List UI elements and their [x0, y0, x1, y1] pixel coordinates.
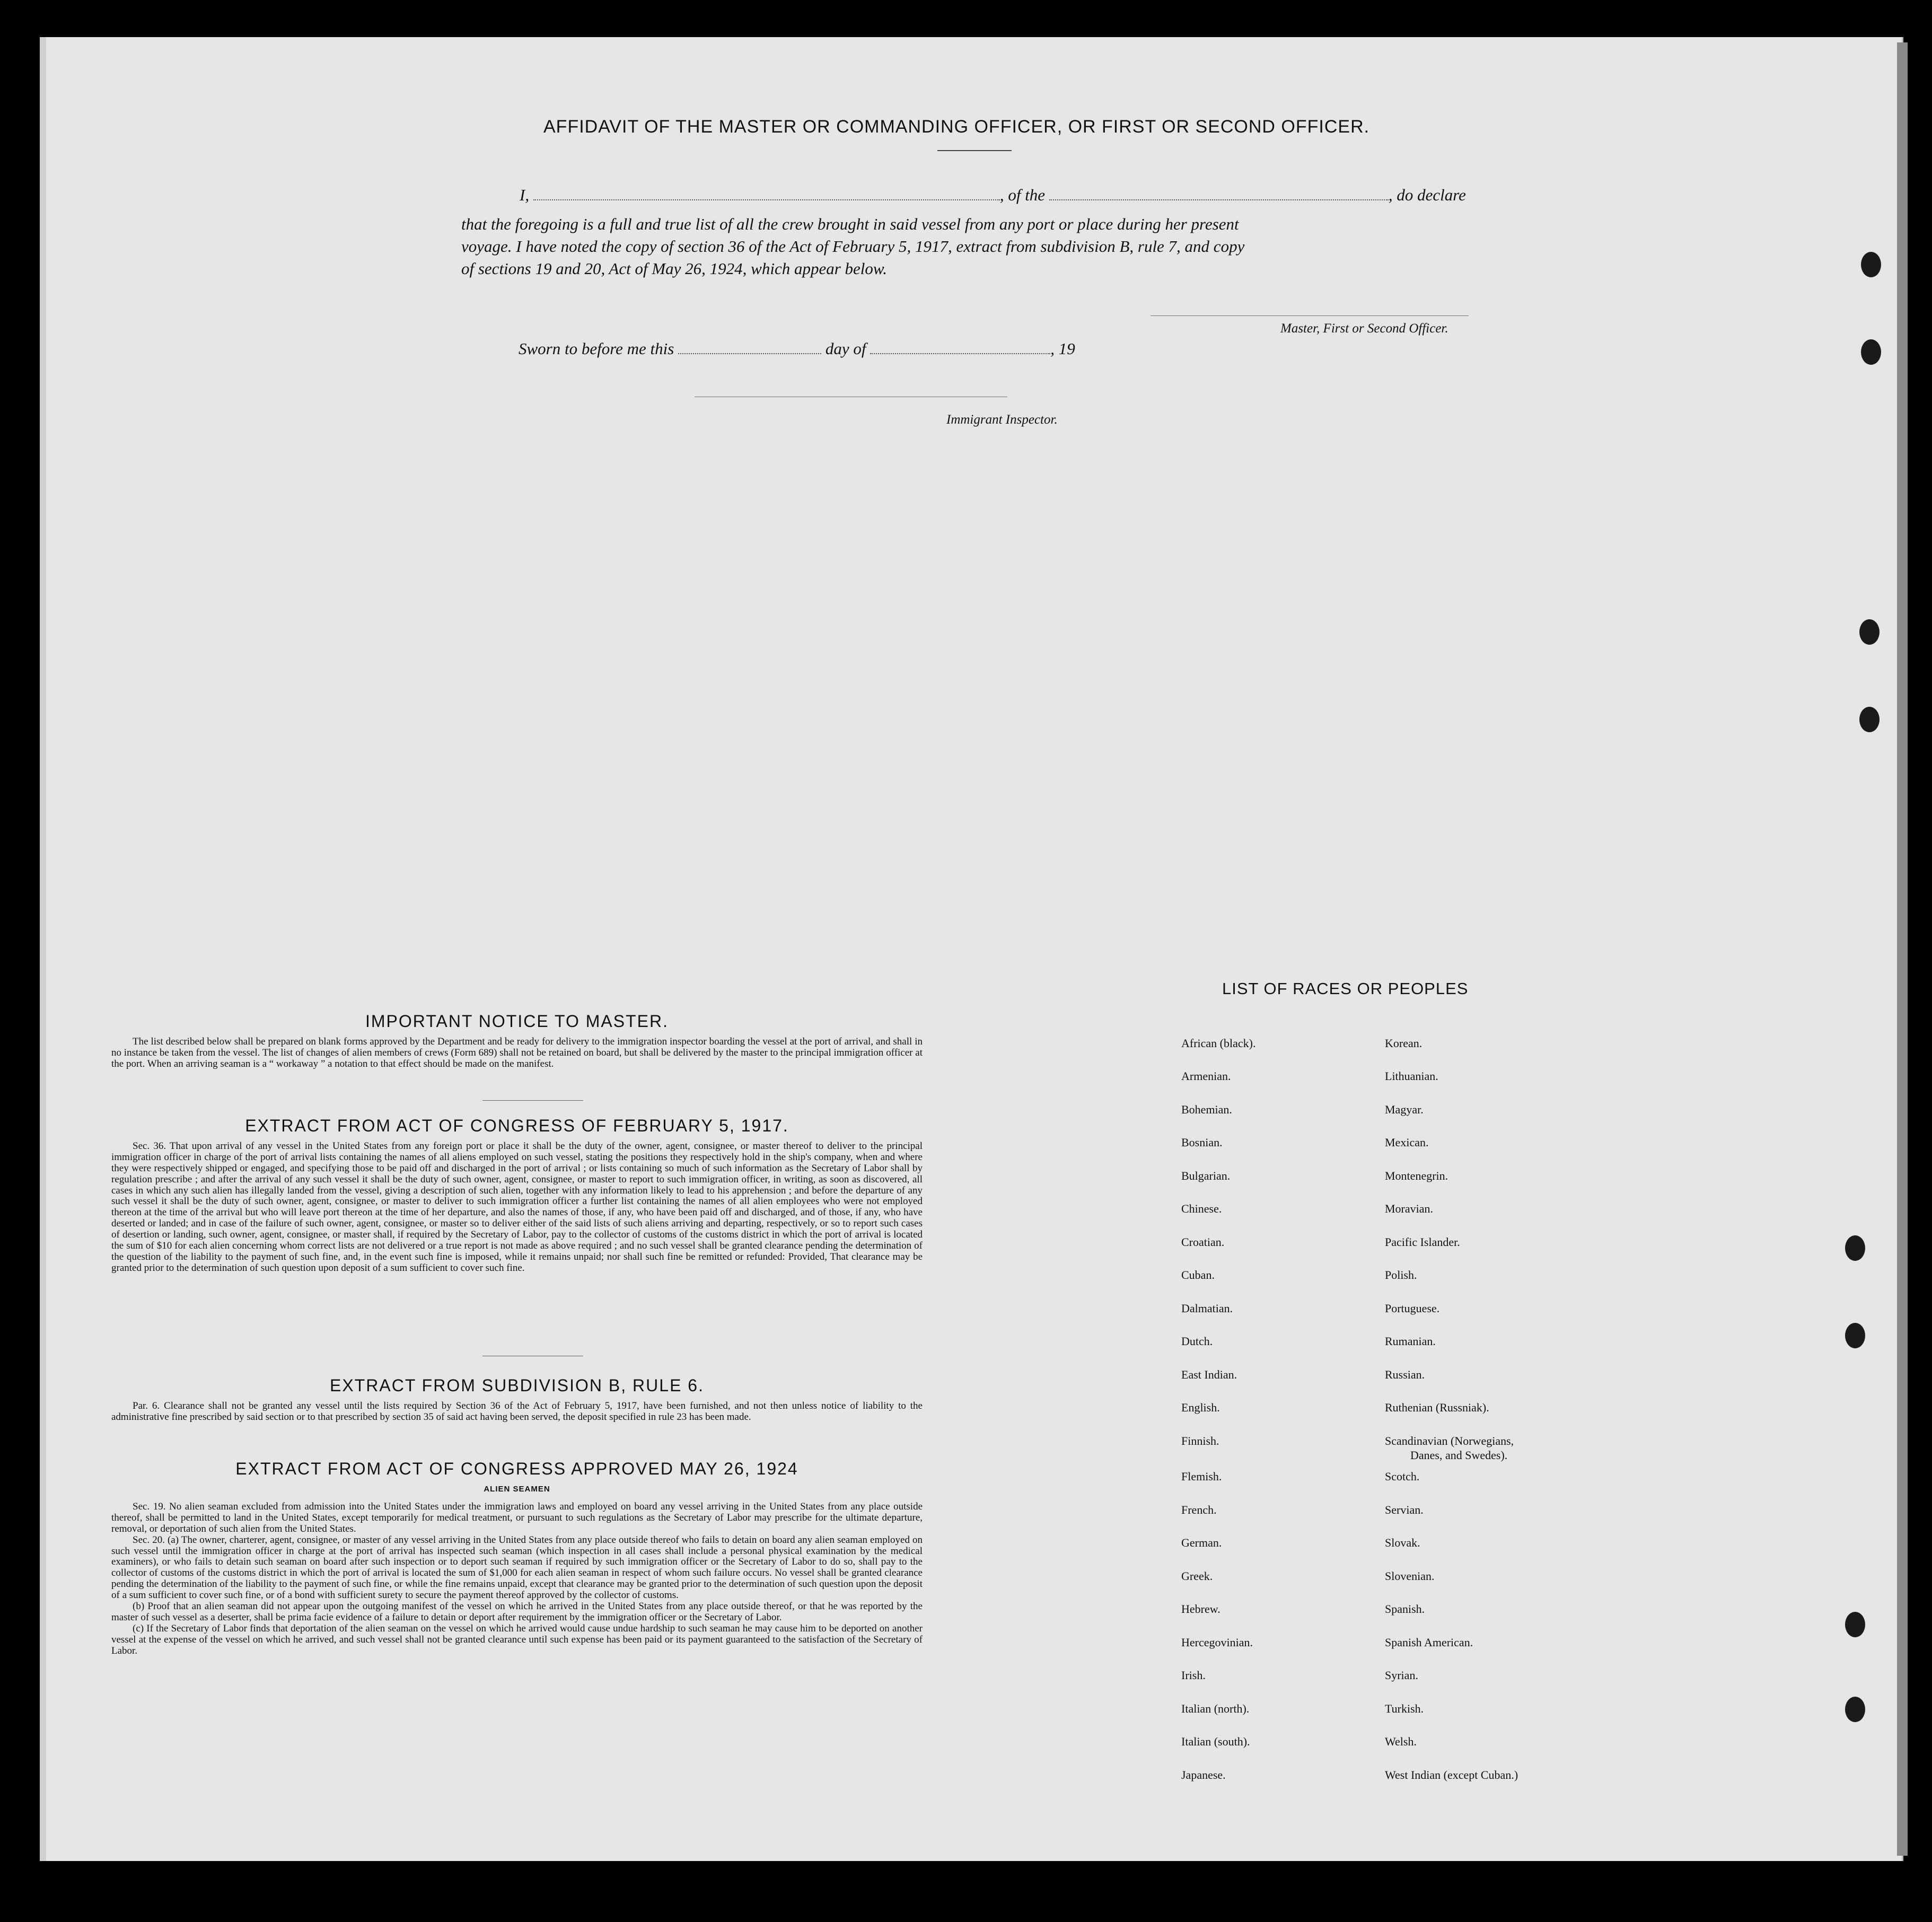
race-item: West Indian (except Cuban.): [1385, 1768, 1518, 1781]
section-20b-paragraph: (b) Proof that an alien seaman did not appear upon the outgoing manifest of the vessel on which he arrived in the United States from any place outside thereof, or that he was reported by the master of such vessel as a deserter, shall be prima facie evidence of a failure to detain or deport after requirement by the immigration officer or the Secretary of Labor.: [111, 1601, 923, 1623]
race-item: East Indian.: [1181, 1368, 1237, 1381]
race-item: Welsh.: [1385, 1735, 1417, 1748]
race-item: Montenegrin.: [1385, 1169, 1448, 1182]
race-item: Bosnian.: [1181, 1136, 1223, 1149]
extract-1924-title: EXTRACT FROM ACT OF CONGRESS APPROVED MAY 26, 1924: [235, 1459, 798, 1478]
affidavit-declare: , do declare: [1388, 186, 1466, 204]
section-20a-paragraph: Sec. 20. (a) The owner, charterer, agent, consignee, or master of any vessel arriving in the United States from any place outside thereof who fails to detain on board any alien seaman employed on such vessel until the immigration officer in charge at the port of arrival has inspected such seaman (which inspection in all cases shall include a personal physical examination by the medical examiners), or who fails to detain such seaman on board after such inspection or to deport such seaman if required by such immigration officer or the Secretary of Labor to do so, shall pay to the collector of customs of the customs district in which the port of arrival is located the sum of $1,000 for each alien seaman in respect of whom such failure occurs. No vessel shall be granted clearance pending the determination of the liability to the payment of such fine, or while the fine remains unpaid, except that clearance may be granted prior to the determination of such question upon the deposit of a sum sufficient to cover such fine, or of a bond with sufficient surety to secure the payment thereof approved by the collector of customs.: [111, 1534, 923, 1601]
race-item: Armenian.: [1181, 1069, 1231, 1083]
race-item: Dutch.: [1181, 1335, 1213, 1348]
affidavit-i: I,: [520, 186, 530, 204]
race-item: Croatian.: [1181, 1235, 1225, 1249]
affidavit-line-2: that the foregoing is a full and true list of all the crew brought in said vessel from any port or place during her present: [461, 215, 1239, 233]
section-20c-paragraph: (c) If the Secretary of Labor finds that deportation of the alien seaman on the vessel on which he arrived would cause undue hardship to such seaman he may cause him to be deported on another vessel at the expense of the vessel on which he arrived, and such vessel shall not be granted clearance until such expense has been paid or its payment guaranteed to the satisfaction of the Secretary of Labor.: [111, 1622, 923, 1656]
race-item: Servian.: [1385, 1503, 1424, 1516]
name-blank[interactable]: [533, 186, 1000, 200]
race-item: Slovak.: [1385, 1536, 1420, 1549]
race-item: Irish.: [1181, 1669, 1206, 1682]
affidavit-declaration-line: [520, 186, 1466, 205]
race-item: Hercegovinian.: [1181, 1636, 1253, 1649]
race-item: Chinese.: [1181, 1202, 1222, 1215]
race-item: French.: [1181, 1503, 1217, 1516]
race-item: English.: [1181, 1401, 1220, 1414]
punch-hole: [1861, 339, 1881, 365]
race-item: Finnish.: [1181, 1434, 1219, 1447]
sworn-text: Sworn to before me this: [519, 339, 674, 358]
race-item: Ruthenian (Russniak).: [1385, 1401, 1489, 1414]
race-item: Danes, and Swedes).: [1410, 1449, 1508, 1462]
affidavit-title: AFFIDAVIT OF THE MASTER OR COMMANDING OFFICER, OR FIRST OR SECOND OFFICER.: [543, 117, 1370, 137]
race-item: Greek.: [1181, 1569, 1213, 1583]
race-item: Lithuanian.: [1385, 1069, 1438, 1083]
races-title: LIST OF RACES OR PEOPLES: [1222, 979, 1469, 998]
race-item: Portuguese.: [1385, 1302, 1440, 1315]
rule-6-title: EXTRACT FROM SUBDIVISION B, RULE 6.: [330, 1376, 704, 1395]
day-blank[interactable]: [678, 339, 821, 354]
affidavit-of-the: , of the: [999, 186, 1046, 204]
title-divider: [937, 150, 1012, 151]
inspector-caption: Immigrant Inspector.: [946, 413, 1058, 427]
punch-hole: [1859, 707, 1880, 732]
race-item: Hebrew.: [1181, 1602, 1220, 1616]
master-caption: Master, First or Second Officer.: [1280, 321, 1448, 336]
race-item: Scotch.: [1385, 1470, 1420, 1483]
race-item: Spanish.: [1385, 1602, 1425, 1616]
race-item: Magyar.: [1385, 1103, 1424, 1116]
extract-1917-title: EXTRACT FROM ACT OF CONGRESS OF FEBRUARY 5, 1917.: [245, 1116, 789, 1135]
race-item: Russian.: [1385, 1368, 1425, 1381]
section-divider: [482, 1100, 583, 1101]
race-item: Slovenian.: [1385, 1569, 1435, 1583]
race-item: Polish.: [1385, 1268, 1417, 1282]
punch-hole: [1859, 619, 1880, 645]
section-36-paragraph: Sec. 36. That upon arrival of any vessel in the United States from any foreign port or place it shall be the duty of the owner, agent, consignee, or master thereof to deliver to the principal immigration officer in charge of the port of arrival lists containing the names of all aliens employed on such vessel, stating the positions they respectively hold in the ship's company, when and where they were respectively shipped or engaged, and specifying those to be paid off and discharged in the port of arrival ; or lists containing so much of such information as the Secretary of Labor shall by regulation prescribe ; and after the arrival of any such vessel it shall be the duty of such owner, agent, consignee, or master to report to such immigration officer, in writing, as soon as discovered, all cases in which any such alien has illegally landed from the vessel, giving a description of such alien, together with any information likely to lead to his apprehension ; and before the departure of any such vessel it shall be the duty of such owner, agent, consignee, or master to deliver to such immigration officer a further list containing the names of all alien employees who were not employed thereon at the time of the arrival but who will leave port thereon at the time of her departure, and also the names of those, if any, who have been paid off and discharged, and of those, if any, who have deserted or landed; and in case of the failure of such owner, agent, consignee, or master so to deliver either of the said lists of such aliens arriving and departing, respectively, or so to report such cases of desertion or landing, such owner, agent, consignee, or master shall, if required by the Secretary of Labor, pay to the collector of customs of the customs district in which the port of arrival is located the sum of $10 for each alien concerning whom correct lists are not delivered or a true report is not made as above required ; and no such vessel shall be granted clearance pending the determination of the question of the liability to the payment of such fine, and, in the event such fine is imposed, while it remains unpaid; nor shall such fine be remitted or refunded: Provided, That clearance may be granted prior to the determination of such question upon deposit of a sum sufficient to cover such fine.: [111, 1140, 923, 1274]
race-item: Flemish.: [1181, 1470, 1222, 1483]
extract-1917-text: [111, 1141, 923, 1274]
vessel-blank[interactable]: [1049, 186, 1389, 200]
race-item: Italian (north).: [1181, 1702, 1250, 1715]
race-item: Scandinavian (Norwegians,: [1385, 1434, 1514, 1447]
notice-paragraph: The list described below shall be prepared on blank forms approved by the Department and be ready for delivery to the immigration inspector boarding the vessel at the port of arrival, and shall in no instance be taken from the vessel. The list of changes of alien members of crews (Form 689) shall not be retained on board, but shall be delivered by the master to the principal immigration officer at the port. When an arriving seaman is a “ workaway ” a notation to that effect should be made on the manifest.: [111, 1036, 923, 1069]
page-edge: [1897, 42, 1908, 1856]
punch-hole: [1845, 1612, 1865, 1637]
punch-hole: [1845, 1697, 1865, 1722]
affidavit-line-3: voyage. I have noted the copy of section 36 of the Act of February 5, 1917, extract from subdivision B, rule 7, and copy: [461, 237, 1245, 256]
punch-hole: [1845, 1235, 1865, 1261]
master-signature-line[interactable]: [1151, 315, 1469, 316]
sworn-line: [519, 339, 1075, 358]
race-item: Japanese.: [1181, 1768, 1226, 1781]
race-item: Syrian.: [1385, 1669, 1418, 1682]
affidavit-line-4: of sections 19 and 20, Act of May 26, 1924, which appear below.: [461, 259, 888, 278]
race-item: Dalmatian.: [1181, 1302, 1233, 1315]
section-19-paragraph: Sec. 19. No alien seaman excluded from admission into the United States under the immigration laws and employed on board any vessel arriving in the United States from any place outside thereof, shall be permitted to land in the United States, except temporarily for medical treatment, or pursuant to such regulations as the Secretary of Labor may prescribe for the ultimate departure, removal, or deportation of such alien from the United States.: [111, 1501, 923, 1534]
notice-text: [111, 1037, 923, 1070]
race-item: Rumanian.: [1385, 1335, 1436, 1348]
race-item: Bulgarian.: [1181, 1169, 1231, 1182]
punch-hole: [1845, 1323, 1865, 1348]
race-item: Cuban.: [1181, 1268, 1215, 1282]
day-of-text: day of: [825, 339, 866, 358]
race-item: German.: [1181, 1536, 1222, 1549]
rule-6-text: [111, 1401, 923, 1423]
race-item: Bohemian.: [1181, 1103, 1232, 1116]
alien-seamen-subtitle: ALIEN SEAMEN: [484, 1485, 550, 1494]
month-blank[interactable]: [870, 339, 1050, 354]
rule-6-paragraph: Par. 6. Clearance shall not be granted any vessel until the lists required by Section 36 of the Act of February 5, 1917, have been furnished, and not then unless notice of liability to the administrative fine prescribed by said section or to that prescribed by section 35 of said act having been served, the deposit specified in rule 23 has been made.: [111, 1400, 923, 1423]
race-item: Pacific Islander.: [1385, 1235, 1460, 1249]
race-item: Italian (south).: [1181, 1735, 1250, 1748]
race-item: Mexican.: [1385, 1136, 1429, 1149]
race-item: African (black).: [1181, 1037, 1256, 1050]
race-item: Korean.: [1385, 1037, 1422, 1050]
punch-hole: [1861, 252, 1881, 277]
notice-title: IMPORTANT NOTICE TO MASTER.: [365, 1012, 669, 1031]
year-text: , 19: [1050, 339, 1075, 358]
race-item: Moravian.: [1385, 1202, 1434, 1215]
race-item: Spanish American.: [1385, 1636, 1473, 1649]
extract-1924-text: [111, 1502, 923, 1656]
race-item: Turkish.: [1385, 1702, 1424, 1715]
